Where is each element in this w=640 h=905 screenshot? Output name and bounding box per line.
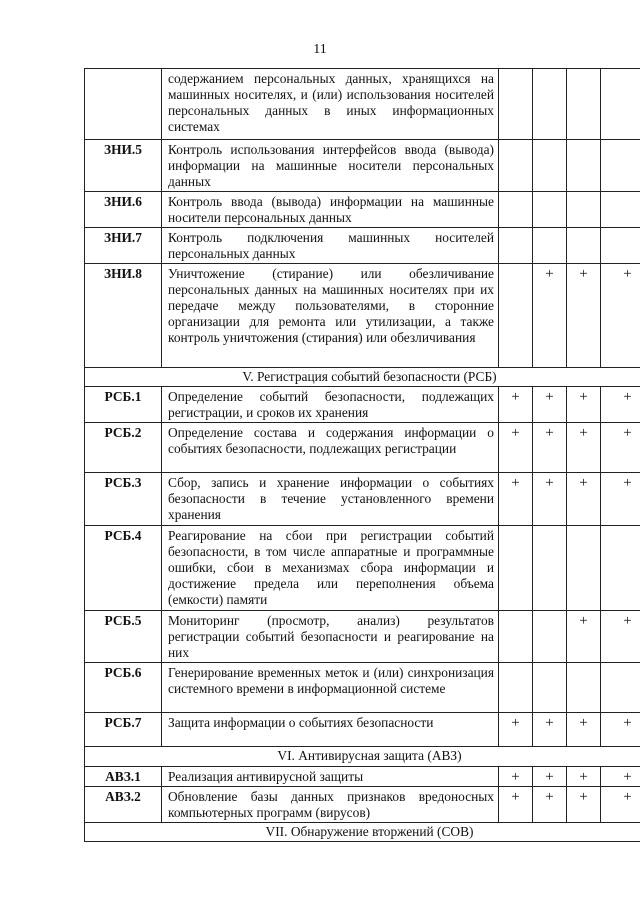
level-mark-4: + — [601, 767, 640, 787]
measure-description: Реагирование на сбои при регистрации событий безопасности, в том числе аппаратные и программные ошибки, сбои в механизмах сбора информации и достижение предела или переполнения объема (емкости) памяти — [162, 526, 499, 611]
level-mark-3: + — [567, 473, 601, 526]
table-row — [85, 69, 640, 140]
table-row — [85, 192, 640, 228]
table-row — [85, 423, 640, 473]
section-title: V. Регистрация событий безопасности (РСБ) — [85, 368, 640, 387]
measure-description: Мониторинг (просмотр, анализ) результатов регистрации событий безопасности и реагирование на них — [162, 611, 499, 663]
measure-description: Контроль подключения машинных носителей персональных данных — [162, 228, 499, 264]
level-mark-2 — [533, 69, 567, 140]
measure-code: АВЗ.2 — [85, 787, 162, 823]
level-mark-3: + — [567, 787, 601, 823]
section-header-row — [85, 823, 640, 842]
level-mark-4: + — [601, 611, 640, 663]
table-row — [85, 473, 640, 526]
measure-description: Определение состава и содержания информации о событиях безопасности, подлежащих регистрации — [162, 423, 499, 473]
level-mark-4 — [601, 663, 640, 713]
table-row — [85, 387, 640, 423]
level-mark-3: + — [567, 264, 601, 368]
level-mark-1: + — [499, 713, 533, 747]
level-mark-1 — [499, 526, 533, 611]
table-row — [85, 611, 640, 663]
measure-code: ЗНИ.6 — [85, 192, 162, 228]
level-mark-2: + — [533, 713, 567, 747]
measure-description: Уничтожение (стирание) или обезличивание персональных данных на машинных носителях при их передаче между пользователями, в сторонние организации для ремонта или утилизации, а также контроль уничтожения (стирания) или обезличивания — [162, 264, 499, 368]
table-row — [85, 264, 640, 368]
section-title: VI. Антивирусная защита (АВЗ) — [85, 747, 640, 767]
level-mark-1: + — [499, 473, 533, 526]
level-mark-1: + — [499, 767, 533, 787]
measure-code: РСБ.2 — [85, 423, 162, 473]
table-row — [85, 140, 640, 192]
level-mark-2 — [533, 140, 567, 192]
table-row — [85, 526, 640, 611]
measure-description: Определение событий безопасности, подлежащих регистрации, и сроков их хранения — [162, 387, 499, 423]
table-row — [85, 713, 640, 747]
level-mark-4: + — [601, 387, 640, 423]
measure-description: Генерирование временных меток и (или) синхронизация системного времени в информационной системе — [162, 663, 499, 713]
level-mark-3 — [567, 140, 601, 192]
security-measures-table — [84, 68, 640, 842]
level-mark-3 — [567, 69, 601, 140]
level-mark-3 — [567, 663, 601, 713]
level-mark-2 — [533, 611, 567, 663]
level-mark-4 — [601, 228, 640, 264]
measure-description: Защита информации о событиях безопасности — [162, 713, 499, 747]
measure-description: Сбор, запись и хранение информации о событиях безопасности в течение установленного времени хранения — [162, 473, 499, 526]
measure-code — [85, 69, 162, 140]
level-mark-4: + — [601, 473, 640, 526]
level-mark-2 — [533, 526, 567, 611]
level-mark-1 — [499, 69, 533, 140]
level-mark-4 — [601, 140, 640, 192]
level-mark-1: + — [499, 423, 533, 473]
level-mark-2: + — [533, 423, 567, 473]
level-mark-4 — [601, 69, 640, 140]
page-number: 11 — [313, 42, 327, 57]
measure-description: Контроль использования интерфейсов ввода (вывода) информации на машинные носители персональных данных — [162, 140, 499, 192]
level-mark-4 — [601, 526, 640, 611]
level-mark-3: + — [567, 611, 601, 663]
level-mark-3: + — [567, 713, 601, 747]
table-row — [85, 767, 640, 787]
level-mark-1: + — [499, 787, 533, 823]
level-mark-3 — [567, 228, 601, 264]
measure-code: РСБ.7 — [85, 713, 162, 747]
level-mark-3: + — [567, 387, 601, 423]
measure-code: РСБ.6 — [85, 663, 162, 713]
level-mark-1 — [499, 192, 533, 228]
level-mark-2: + — [533, 387, 567, 423]
table-body — [85, 69, 640, 842]
level-mark-2: + — [533, 787, 567, 823]
level-mark-2: + — [533, 473, 567, 526]
measure-code: РСБ.4 — [85, 526, 162, 611]
section-title: VII. Обнаружение вторжений (СОВ) — [85, 823, 640, 842]
level-mark-1 — [499, 140, 533, 192]
level-mark-2: + — [533, 767, 567, 787]
level-mark-4 — [601, 192, 640, 228]
level-mark-4: + — [601, 264, 640, 368]
measure-code: РСБ.3 — [85, 473, 162, 526]
table-row — [85, 228, 640, 264]
level-mark-1: + — [499, 387, 533, 423]
level-mark-2 — [533, 192, 567, 228]
measure-description: Контроль ввода (вывода) информации на машинные носители персональных данных — [162, 192, 499, 228]
level-mark-4: + — [601, 787, 640, 823]
measure-description: Обновление базы данных признаков вредоносных компьютерных программ (вирусов) — [162, 787, 499, 823]
measure-code: АВЗ.1 — [85, 767, 162, 787]
section-header-row — [85, 747, 640, 767]
measure-code: ЗНИ.7 — [85, 228, 162, 264]
level-mark-3: + — [567, 423, 601, 473]
level-mark-3 — [567, 526, 601, 611]
level-mark-3 — [567, 192, 601, 228]
measure-code: РСБ.5 — [85, 611, 162, 663]
table-row — [85, 787, 640, 823]
measure-code: РСБ.1 — [85, 387, 162, 423]
level-mark-3: + — [567, 767, 601, 787]
section-header-row — [85, 368, 640, 387]
level-mark-4: + — [601, 713, 640, 747]
level-mark-4: + — [601, 423, 640, 473]
level-mark-2 — [533, 228, 567, 264]
table-row — [85, 663, 640, 713]
level-mark-1 — [499, 228, 533, 264]
level-mark-1 — [499, 264, 533, 368]
level-mark-1 — [499, 663, 533, 713]
level-mark-2: + — [533, 264, 567, 368]
level-mark-1 — [499, 611, 533, 663]
measure-description: содержанием персональных данных, хранящихся на машинных носителях, и (или) использования носителей персональных данных в иных информационных системах — [162, 69, 499, 140]
measure-code: ЗНИ.8 — [85, 264, 162, 368]
measure-code: ЗНИ.5 — [85, 140, 162, 192]
level-mark-2 — [533, 663, 567, 713]
measure-description: Реализация антивирусной защиты — [162, 767, 499, 787]
